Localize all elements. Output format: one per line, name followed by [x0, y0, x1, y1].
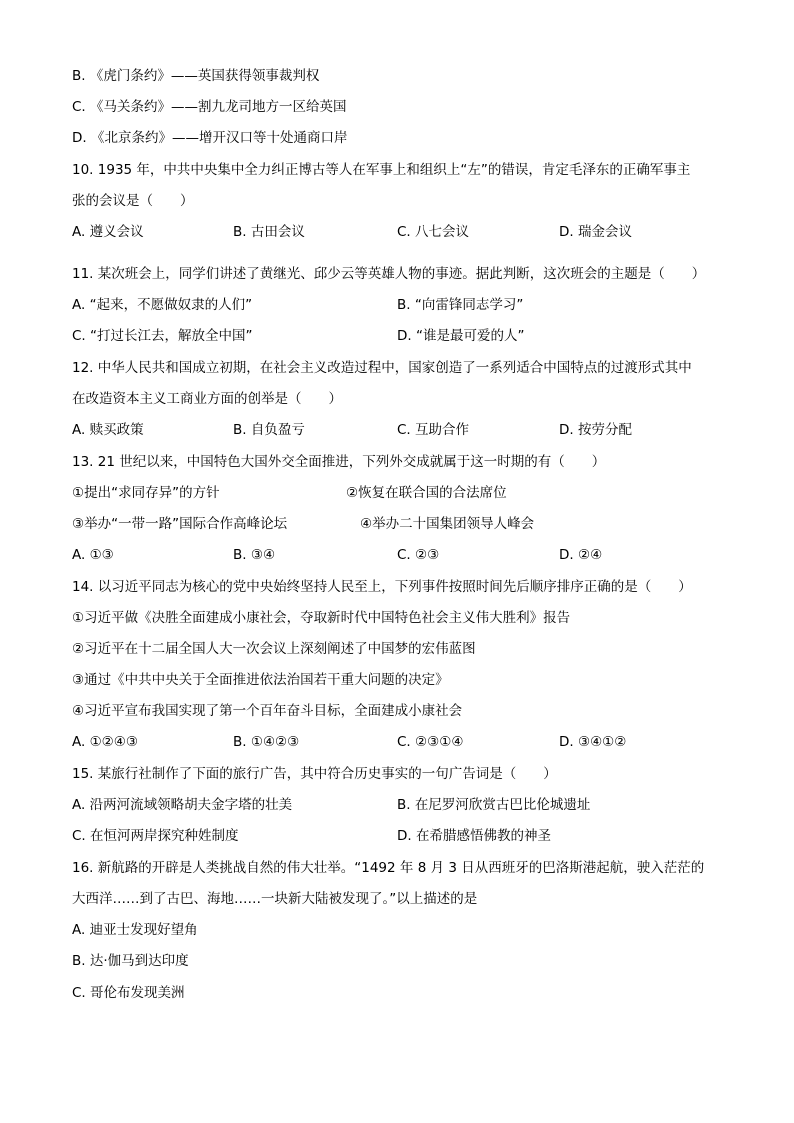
q14-option-a: A. ①②④③ [72, 734, 138, 750]
q13-item-1: ①提出“求同存异”的方针 [72, 485, 220, 501]
q10-option-d: D. 瑞金会议 [559, 224, 632, 240]
q16-stem-line1: 16. 新航路的开辟是人类挑战自然的伟大壮举。“1492 年 8 月 3 日从西班牙的巴洛斯港起航，驶入茫茫的 [72, 860, 705, 876]
q11-option-a: A. “起来，不愿做奴隶的人们” [72, 297, 253, 313]
q11-option-c: C. “打过长江去，解放全中国” [72, 328, 253, 344]
q12-option-a: A. 赎买政策 [72, 422, 144, 438]
q13-option-c: C. ②③ [397, 547, 440, 563]
q13-option-d: D. ②④ [559, 547, 603, 563]
q14-option-d: D. ③④①② [559, 734, 627, 750]
q15-option-b: B. 在尼罗河欣赏古巴比伦城遗址 [397, 797, 591, 813]
q9-option-d: D. 《北京条约》——增开汉口等十处通商口岸 [72, 130, 348, 146]
q16-stem-line2: 大西洋……到了古巴、海地……一块新大陆被发现了。”以上描述的是 [72, 891, 478, 907]
q11-stem: 11. 某次班会上，同学们讲述了黄继光、邱少云等英雄人物的事迹。据此判断，这次班会的主题是（ ） [72, 266, 706, 282]
q13-item-3: ③举办“一带一路”国际合作高峰论坛 [72, 516, 288, 532]
q15-stem: 15. 某旅行社制作了下面的旅行广告，其中符合历史事实的一句广告词是（ ） [72, 766, 557, 782]
q14-item-1: ①习近平做《决胜全面建成小康社会，夺取新时代中国特色社会主义伟大胜利》报告 [72, 610, 571, 626]
q12-option-d: D. 按劳分配 [559, 422, 632, 438]
q14-stem: 14. 以习近平同志为核心的党中央始终坚持人民至上，下列事件按照时间先后顺序排序正确的是（ ） [72, 579, 692, 595]
q13-stem: 13. 21 世纪以来，中国特色大国外交全面推进，下列外交成就属于这一时期的有（ ） [72, 454, 606, 470]
q15-option-a: A. 沿两河流域领略胡夫金字塔的壮美 [72, 797, 293, 813]
q12-option-b: B. 自负盈亏 [233, 422, 305, 438]
q9-option-b: B. 《虎门条约》——英国获得领事裁判权 [72, 68, 320, 84]
q11-option-d: D. “谁是最可爱的人” [397, 328, 525, 344]
q14-item-4: ④习近平宣布我国实现了第一个百年奋斗目标，全面建成小康社会 [72, 703, 463, 719]
q14-option-c: C. ②③①④ [397, 734, 464, 750]
q12-stem-line2: 在改造资本主义工商业方面的创举是（ ） [72, 391, 342, 407]
q16-option-a: A. 迪亚士发现好望角 [72, 922, 198, 938]
q16-option-b: B. 达·伽马到达印度 [72, 953, 189, 969]
q11-option-b: B. “向雷锋同志学习” [397, 297, 524, 313]
q10-option-c: C. 八七会议 [397, 224, 470, 240]
q10-option-b: B. 古田会议 [233, 224, 305, 240]
q13-option-a: A. ①③ [72, 547, 114, 563]
q14-option-b: B. ①④②③ [233, 734, 300, 750]
q16-option-c: C. 哥伦布发现美洲 [72, 985, 185, 1001]
q10-option-a: A. 遵义会议 [72, 224, 144, 240]
q13-item-4: ④举办二十国集团领导人峰会 [360, 516, 535, 532]
q9-option-c: C. 《马关条约》——割九龙司地方一区给英国 [72, 99, 347, 115]
q15-option-c: C. 在恒河两岸探究种姓制度 [72, 828, 239, 844]
q12-stem-line1: 12. 中华人民共和国成立初期，在社会主义改造过程中，国家创造了一系列适合中国特点的过渡形式其中 [72, 360, 692, 376]
q12-option-c: C. 互助合作 [397, 422, 470, 438]
q14-item-3: ③通过《中共中央关于全面推进依法治国若干重大问题的决定》 [72, 672, 449, 688]
q14-item-2: ②习近平在十二届全国人大一次会议上深刻阐述了中国梦的宏伟蓝图 [72, 641, 476, 657]
q15-option-d: D. 在希腊感悟佛教的神圣 [397, 828, 551, 844]
q13-item-2: ②恢复在联合国的合法席位 [346, 485, 507, 501]
q10-stem-line1: 10. 1935 年，中共中央集中全力纠正博古等人在军事上和组织上“左”的错误，肯定毛泽东的正确军事主 [72, 162, 691, 178]
q13-option-b: B. ③④ [233, 547, 276, 563]
q10-stem-line2: 张的会议是（ ） [72, 193, 194, 209]
